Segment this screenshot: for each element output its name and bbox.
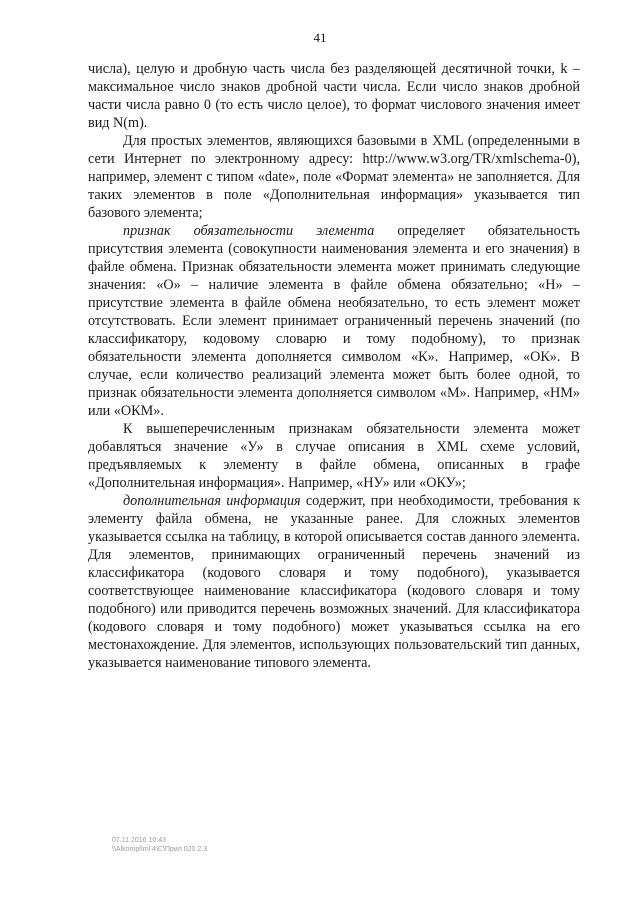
stamp-date: 07.11.2016 10:43 (112, 837, 166, 844)
paragraph-text: определяет обязательность присутствия элемента (совокупности наименования элемента и его значения) в файле обмена. Признак обязательности элемента может принимать следующие значения: «О» – наличие элемента в файле обмена обязательно; «Н» – присутствие элемента в файле обмена необязательно, то есть элемент может отсутствовать. Если элемент принимает ограниченный перечень значений (по классификатору, кодовому словарю и тому подобному), то признак обязательности элемента дополняется символом «К». Например, «ОК». В случае, если количество реализаций элемента может быть более одной, то признак обязательности элемента дополняется символом «М». Например, «НМ» или «ОКМ». (88, 223, 580, 419)
paragraph-text: Для простых элементов, являющихся базовыми в XML (определенными в сети Интернет по электронному адресу: http://www.w3.org/TR/xmlschema-0), например, элемент с типом «date», поле «Формат элемента» не заполняется. Для таких элементов в поле «Дополнительная информация» указывается тип базового элемента; (88, 133, 580, 221)
paragraph-text: К вышеперечисленным признакам обязательности элемента может добавляться значение «У» в случае описания в XML схеме условий, предъявляемых к элементу в файле обмена, описанных в графе «Дополнительная информация». Например, «НУ» или «ОКУ»; (88, 421, 580, 491)
body-text (88, 60, 580, 672)
stamp-path: \\Alkompl\ml 4\С\Прил 020 2.3 (112, 846, 208, 853)
paragraph-simple-elements (88, 132, 580, 222)
paragraph-format-continuation (88, 60, 580, 132)
paragraph-condition-flag (88, 420, 580, 492)
file-stamp (112, 836, 207, 854)
paragraph-additional-info (88, 492, 580, 672)
paragraph-text: числа), целую и дробную часть числа без разделяющей десятичной точки, k – максимальное число знаков дробной части числа. Если число знаков дробной части числа равно 0 (то есть число целое), то формат числового значения имеет вид N(m). (88, 61, 580, 131)
term-additional-info: дополнительная информация (123, 493, 301, 509)
paragraph-text: содержит, при необходимости, требования к элементу файла обмена, не указанные ранее. Для сложных элементов указывается ссылка на таблицу, в которой описывается состав данного элемента. Для элементов, принимающих ограниченный перечень значений из классификатора (кодового словаря и тому подобного), указывается соответствующее наименование классификатора (кодового словаря и тому подобного) или приводится перечень возможных значений. Для классификатора (кодового словаря и тому подобного) может указываться ссылка на его местонахождение. Для элементов, использующих пользовательский тип данных, указывается наименование типового элемента. (88, 493, 580, 671)
term-required-flag: признак обязательности элемента (123, 223, 375, 239)
paragraph-required-flag (88, 222, 580, 420)
page-number: 41 (313, 30, 327, 45)
